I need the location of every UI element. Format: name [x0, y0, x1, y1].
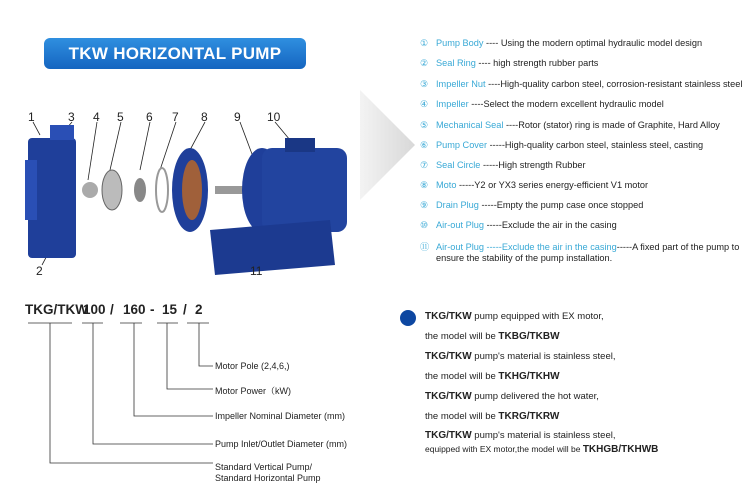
part-number: 10: [267, 110, 281, 124]
part-number: 6: [146, 110, 153, 124]
code-label-pump-type: Standard Vertical Pump/: [215, 462, 313, 472]
part-number: 7: [172, 110, 179, 124]
note-line: the model will be TKRG/TKRW: [425, 411, 560, 422]
model-code-inlet: 100: [83, 302, 106, 317]
note-line: TKG/TKW pump's material is stainless steel,: [425, 430, 616, 441]
page-title: TKW HORIZONTAL PUMP: [44, 38, 306, 69]
code-label-impeller-diameter: Impeller Nominal Diameter (mm): [215, 411, 346, 421]
bullet-dot-icon: [400, 310, 416, 326]
model-code-sep: /: [183, 302, 187, 317]
note-line: the model will be TKHG/TKHW: [425, 371, 560, 382]
part-number: 8: [201, 110, 208, 124]
note-line: TKG/TKW pump delivered the hot water,: [425, 391, 599, 402]
feature-item: ⑩ Air-out Plug -----Exclude the air in the casing: [420, 220, 617, 230]
model-code-sep: -: [150, 302, 155, 317]
feature-item: ⑦ Seal Circle -----High strength Rubber: [420, 160, 586, 170]
feature-item: ⑧ Moto -----Y2 or YX3 series energy-efficient V1 motor: [420, 180, 649, 190]
code-label-motor-power: Motor Power（kW): [215, 386, 292, 396]
code-label-pump-type-2: Standard Horizontal Pump: [215, 473, 321, 483]
model-code-power: 15: [162, 302, 178, 317]
part-number: 1: [28, 110, 35, 124]
feature-item: ③ Impeller Nut ----High-quality carbon steel, corrosion-resistant stainless steel: [420, 79, 743, 89]
part-number: 2: [36, 264, 43, 278]
feature-item: ⑤ Mechanical Seal ----Rotor (stator) ring is made of Graphite, Hard Alloy: [420, 120, 720, 130]
code-label-motor-pole: Motor Pole (2,4,6,): [215, 361, 290, 371]
code-label-inlet-diameter: Pump Inlet/Outlet Diameter (mm): [215, 439, 348, 449]
feature-item: ⑥ Pump Cover -----High-quality carbon steel, stainless steel, casting: [420, 140, 704, 150]
note-line: TKG/TKW pump equipped with EX motor,: [425, 311, 604, 322]
feature-item: ④ Impeller ----Select the modern excellent hydraulic model: [420, 99, 664, 109]
feature-item: ⑪ Air-out Plug -----Exclude the air in the casing-----A fixed part of the pump to ensure the stability of the pump installation.: [420, 242, 740, 263]
model-code-pole: 2: [195, 302, 203, 317]
part-number: 3: [68, 110, 75, 124]
model-code-impeller: 160: [123, 302, 146, 317]
note-line: the model will be TKBG/TKBW: [425, 331, 560, 342]
part-number: 5: [117, 110, 124, 124]
part-number: 11: [250, 264, 263, 278]
feature-item: ① Pump Body ---- Using the modern optimal hydraulic model design: [420, 38, 703, 48]
part-number: 4: [93, 110, 100, 124]
note-line: TKG/TKW pump's material is stainless steel,: [425, 351, 616, 362]
note-line: equipped with EX motor,the model will be TKHGB/TKHWB: [425, 444, 659, 455]
feature-item: ⑨ Drain Plug -----Empty the pump case once stopped: [420, 200, 644, 210]
model-code-series: TKG/TKW: [25, 302, 88, 317]
part-number: 9: [234, 110, 241, 124]
feature-item: ② Seal Ring ---- high strength rubber parts: [420, 58, 599, 68]
model-code-sep: /: [110, 302, 114, 317]
